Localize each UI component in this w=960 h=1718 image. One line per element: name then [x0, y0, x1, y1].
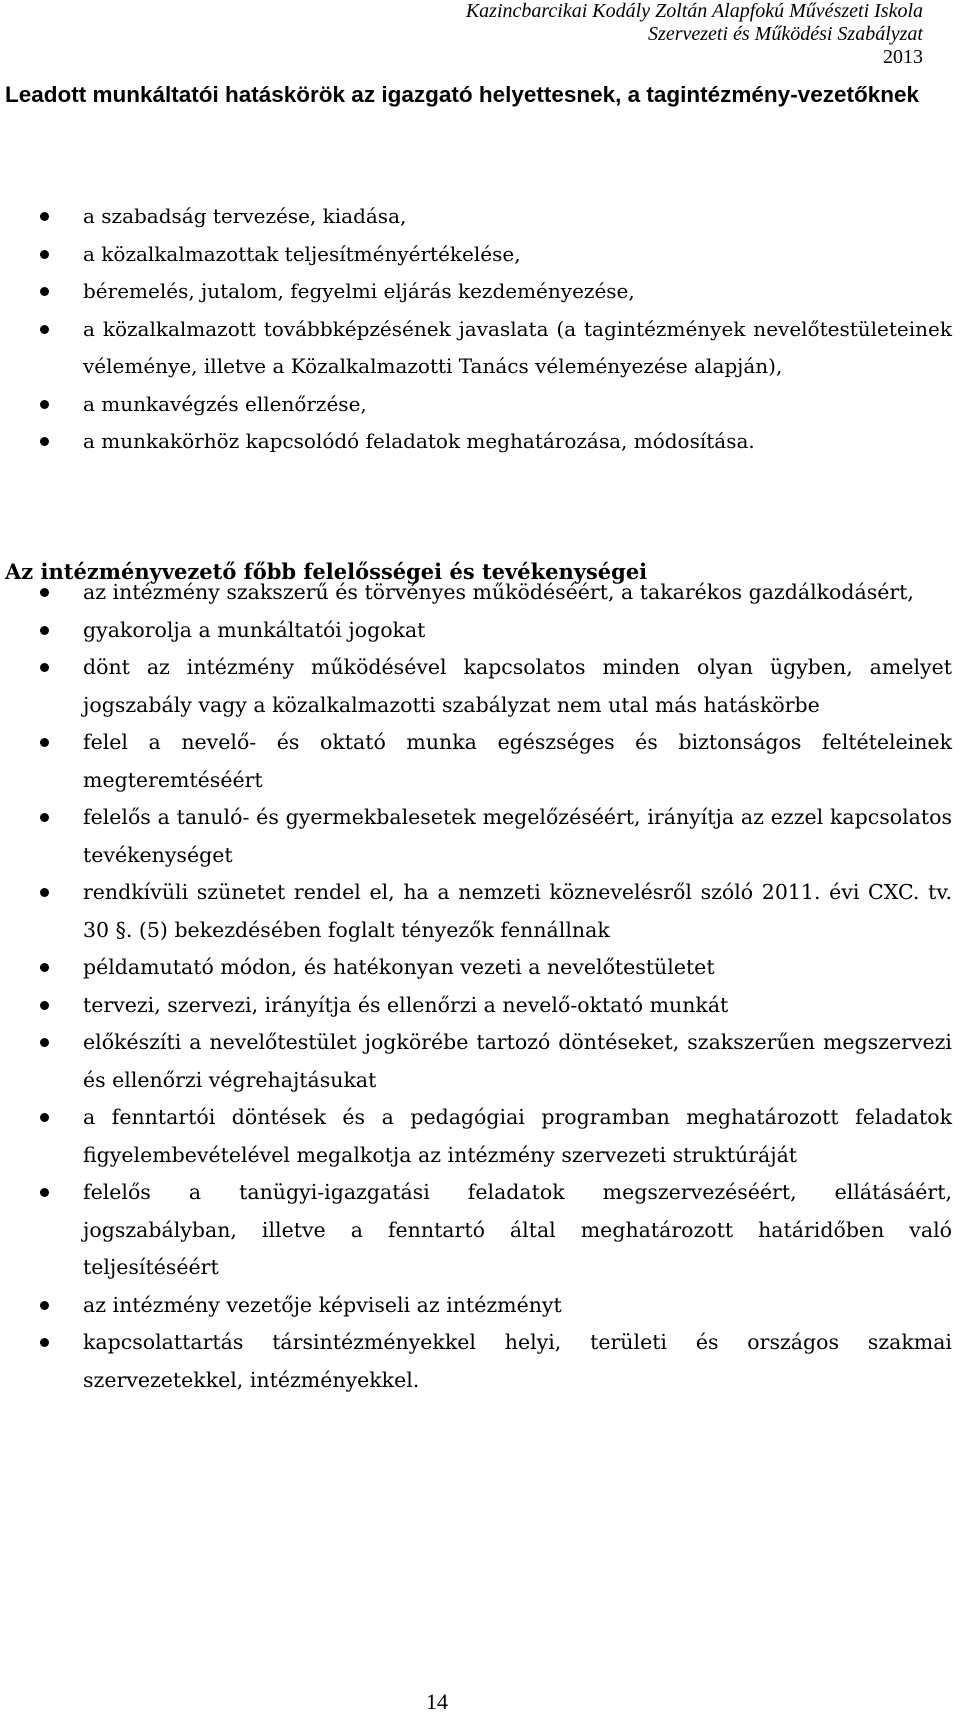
list-item-text: a közalkalmazott továbbképzésének javaslata (a tagintézmények nevelőtestületeinek véleménye, illetve a Közalkalmazotti Tanács véleményezése alapján), — [83, 316, 952, 378]
list-item-text: a szabadság tervezése, kiadása, — [83, 204, 407, 228]
bullet-icon — [40, 287, 49, 296]
list-item — [0, 1324, 952, 1399]
delegated-powers-list — [0, 198, 952, 461]
section-heading-delegated-powers: Leadott munkáltatói hatáskörök az igazgató helyettesnek, a tagintézmény-vezetőknek — [5, 82, 919, 107]
bullet-icon — [40, 1301, 49, 1310]
list-item-text: példamutató módon, és hatékonyan vezeti a nevelőtestületet — [83, 955, 715, 979]
bullet-icon — [40, 588, 49, 597]
list-item — [0, 874, 952, 949]
bullet-icon — [40, 250, 49, 259]
list-item — [0, 799, 952, 874]
list-item — [0, 311, 952, 386]
list-item-text: felelős a tanügyi-igazgatási feladatok megszervezéséért, ellátásáért, jogszabályban, illetve a fenntartó által meghatározott határidőben való teljesítéséért — [83, 1180, 952, 1279]
list-item — [0, 273, 952, 311]
list-item — [0, 1174, 952, 1287]
bullet-icon — [40, 400, 49, 409]
list-item — [0, 574, 952, 612]
list-item — [0, 724, 952, 799]
list-item-text: előkészíti a nevelőtestület jogkörébe tartozó döntéseket, szakszerűen megszervezi és ellenőrzi végrehajtásukat — [83, 1030, 952, 1092]
list-item-text: felelős a tanuló- és gyermekbalesetek megelőzéséért, irányítja az ezzel kapcsolatos tevékenységet — [83, 805, 952, 867]
bullet-icon — [40, 738, 49, 747]
bullet-icon — [40, 626, 49, 635]
bullet-icon — [40, 813, 49, 822]
header-document-title: Szervezeti és Működési Szabályzat — [648, 23, 923, 45]
list-item — [0, 1099, 952, 1174]
page-header — [466, 0, 923, 69]
bullet-icon — [40, 1038, 49, 1047]
list-item — [0, 1024, 952, 1099]
bullet-icon — [40, 663, 49, 672]
list-item — [0, 649, 952, 724]
header-school-name: Kazincbarcikai Kodály Zoltán Alapfokú Művészeti Iskola — [465, 0, 923, 22]
list-item — [0, 198, 952, 236]
bullet-icon — [40, 963, 49, 972]
list-item — [0, 386, 952, 424]
list-item-text: tervezi, szervezi, irányítja és ellenőrzi a nevelő-oktató munkát — [83, 992, 729, 1017]
list-item-text: a munkavégzés ellenőrzése, — [83, 391, 367, 416]
bullet-icon — [40, 888, 49, 897]
list-item-text: dönt az intézmény működésével kapcsolatos minden olyan ügyben, amelyet jogszabály vagy a közalkalmazotti szabályzat nem utal más hatáskörbe — [83, 655, 952, 717]
list-item — [0, 987, 952, 1025]
page-number: 14 — [426, 1689, 448, 1714]
list-item-text: az intézmény vezetője képviseli az intézményt — [83, 1292, 562, 1317]
director-responsibilities-list — [0, 574, 952, 1399]
list-item-text: felel a nevelő- és oktató munka egészséges és biztonságos feltételeinek megteremtéséért — [83, 730, 952, 792]
bullet-icon — [40, 437, 49, 446]
bullet-icon — [40, 325, 49, 334]
list-item — [0, 236, 952, 274]
bullet-icon — [40, 1001, 49, 1010]
bullet-icon — [40, 1338, 49, 1347]
list-item-text: az intézmény szakszerű és törvényes működéséért, a takarékos gazdálkodásért, — [83, 580, 914, 604]
list-item-text: gyakorolja a munkáltatói jogokat — [83, 617, 426, 642]
list-item — [0, 423, 952, 461]
list-item — [0, 1287, 952, 1325]
list-item-text: a munkakörhöz kapcsolódó feladatok meghatározása, módosítása. — [83, 429, 755, 453]
list-item-text: kapcsolattartás társintézményekkel helyi, területi és országos szakmai szervezetekkel, intézményekkel. — [83, 1330, 952, 1392]
list-item-text: rendkívüli szünetet rendel el, ha a nemzeti köznevelésről szóló 2011. évi CXC. tv. 30 §. (5) bekezdésében foglalt tényezők fennállnak — [83, 880, 952, 942]
list-item-text: béremelés, jutalom, fegyelmi eljárás kezdeményezése, — [83, 279, 635, 303]
list-item-text: a közalkalmazottak teljesítményértékelése, — [83, 241, 521, 266]
section-heading-director-responsibilities: Az intézményvezető főbb felelősségei és tevékenységei — [5, 559, 648, 584]
bullet-icon — [40, 1113, 49, 1122]
bullet-icon — [40, 1188, 49, 1197]
list-item — [0, 612, 952, 650]
list-item-text: a fenntartói döntések és a pedagógiai programban meghatározott feladatok figyelembevételével megalkotja az intézmény szervezeti struktúráját — [83, 1105, 952, 1167]
bullet-icon — [40, 212, 49, 221]
header-year: 2013 — [883, 46, 923, 68]
list-item — [0, 949, 952, 987]
